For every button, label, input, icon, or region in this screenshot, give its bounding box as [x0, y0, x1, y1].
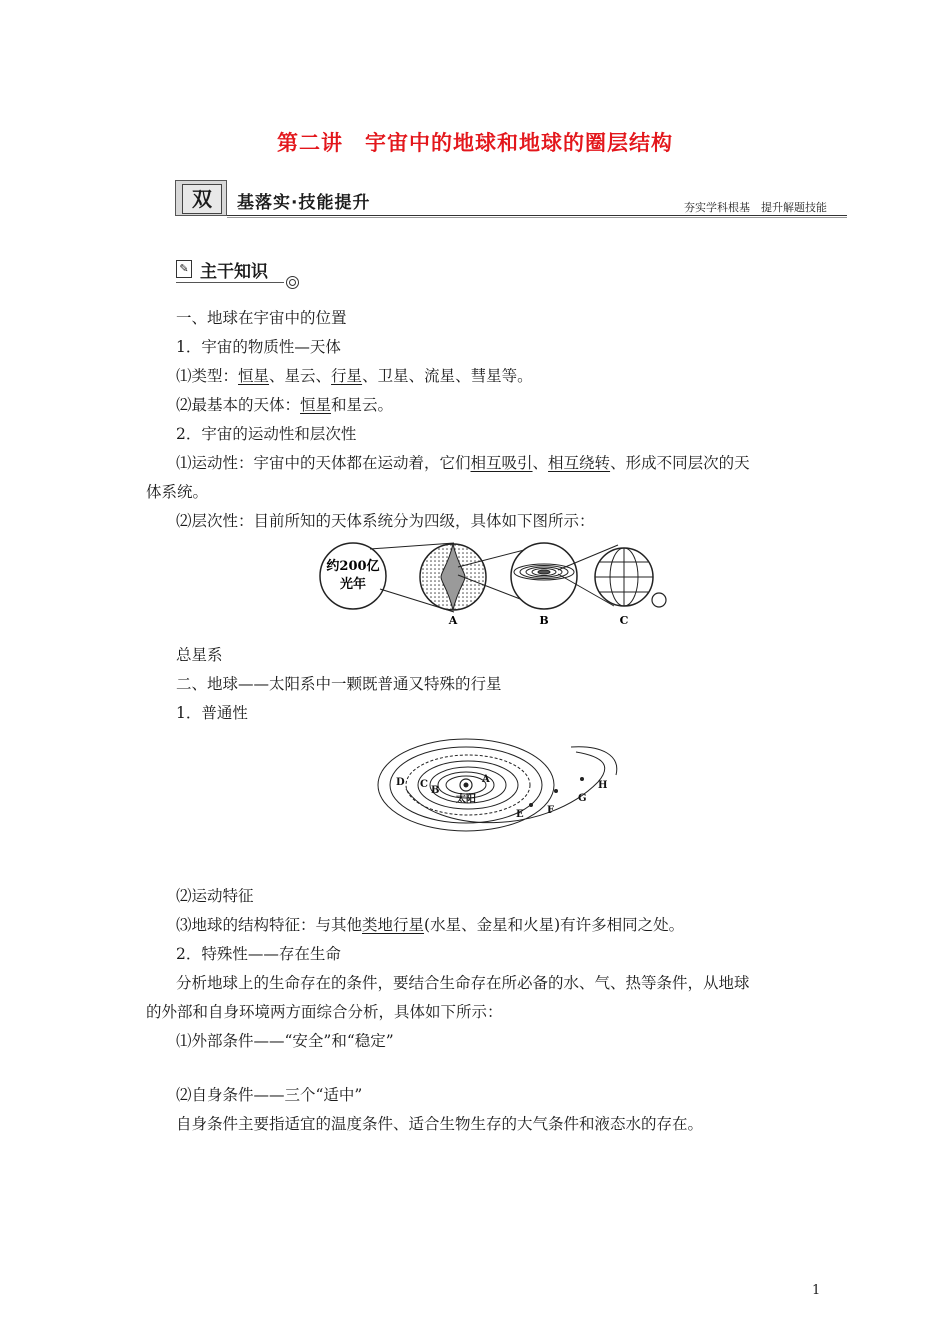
- text-line: ⑵层次性：目前所知的天体系统分为四级，具体如下图所示：: [176, 512, 595, 530]
- figure-label-a: A: [448, 614, 458, 627]
- text-span: ⑶地球的结构特征：与其他: [176, 916, 363, 934]
- sun-core: [464, 783, 469, 788]
- text-span: 、星云、: [269, 367, 332, 385]
- underlined-answer: 恒星: [300, 396, 332, 414]
- orbit-label: E: [516, 809, 524, 820]
- underlined-answer: 行星: [331, 367, 363, 385]
- text-span: ⑴运动性：宇宙中的天体都在运动着，它们: [176, 454, 471, 472]
- text-line: 1．普通性: [176, 704, 248, 722]
- text-line: 体系统。: [146, 483, 209, 501]
- underlined-answer: 相互吸引: [470, 454, 533, 472]
- text-line: [176, 393, 393, 415]
- text-span: 、卫星、流星、彗星等。: [362, 367, 533, 385]
- text-line: 总星系: [176, 646, 223, 664]
- figure-label-c: C: [619, 614, 629, 627]
- planet-dot: [580, 777, 584, 781]
- text-span: ⑵最基本的天体：: [176, 396, 301, 414]
- text-line: ⑵自身条件——三个“适中”: [176, 1086, 363, 1104]
- text-line: 自身条件主要指适宜的温度条件、适合生物生存的大气条件和液态水的存在。: [176, 1115, 704, 1133]
- text-span: ⑴类型：: [176, 367, 239, 385]
- comet-orbit: [571, 747, 617, 775]
- text-line: ⑵运动特征: [176, 887, 254, 905]
- text-line: [176, 913, 684, 935]
- page-title: 第二讲 宇宙中的地球和地球的圈层结构: [277, 131, 673, 155]
- planet-dot: [554, 789, 558, 793]
- text-line: 2．特殊性——存在生命: [176, 945, 341, 963]
- banner-badge: [175, 180, 227, 216]
- page-number: 1: [812, 1283, 821, 1298]
- circle-label-2: 光年: [339, 577, 367, 592]
- banner-title: 基落实·技能提升: [237, 193, 371, 213]
- universe-circle: [320, 543, 386, 609]
- text-line: 分析地球上的生命存在的条件，要结合生命存在所必备的水、气、热等条件，从地球: [176, 974, 750, 992]
- pen-icon: ✎: [176, 260, 192, 278]
- text-span: 、: [532, 454, 549, 472]
- text-span: 、形成不同层次的天: [610, 454, 750, 472]
- orbit-label: D: [396, 777, 405, 788]
- orbit-label: B: [431, 785, 440, 796]
- underlined-answer: 恒星: [238, 367, 270, 385]
- text-line: [176, 451, 750, 473]
- circle-label-1: 约200亿: [326, 559, 380, 574]
- celestial-systems-figure: [318, 540, 668, 628]
- section-heading-underline: [176, 282, 284, 283]
- orbit-label: 太阳: [456, 794, 476, 805]
- text-line: 2．宇宙的运动性和层次性: [176, 425, 357, 443]
- text-line: 一、地球在宇宙中的位置: [176, 309, 347, 327]
- banner-badge-text: 双: [182, 184, 222, 214]
- orbit-label: G: [578, 793, 587, 804]
- orbit-label: C: [420, 779, 428, 790]
- underlined-answer: 类地行星: [362, 916, 425, 934]
- orbit-label: F: [547, 805, 555, 816]
- text-line: 二、地球——太阳系中一颗既普通又特殊的行星: [176, 675, 502, 693]
- planet-dot: [529, 803, 533, 807]
- text-line: 的外部和自身环境两方面综合分析，具体如下所示：: [146, 1003, 503, 1021]
- text-line: 1．宇宙的物质性—天体: [176, 338, 341, 356]
- moon-circle: [652, 593, 666, 607]
- section-heading-label: 主干知识: [200, 262, 268, 282]
- banner-rule-secondary: [227, 217, 847, 218]
- text-span: 和星云。: [331, 396, 394, 414]
- orbit-label: A: [482, 774, 490, 785]
- orbit-label: H: [598, 780, 608, 791]
- text-span: (水星、金星和火星)有许多相同之处。: [424, 916, 685, 934]
- banner-slogan: 夯实学科根基 提升解题技能: [684, 201, 827, 214]
- section-banner: [175, 180, 847, 218]
- underlined-answer: 相互绕转: [548, 454, 611, 472]
- banner-rule: [227, 215, 847, 216]
- solar-system-figure: [376, 727, 636, 839]
- double-circle-icon: [286, 276, 299, 289]
- sun-core: [538, 570, 550, 574]
- text-line: [176, 364, 533, 386]
- text-line: ⑴外部条件——“安全”和“稳定”: [176, 1032, 394, 1050]
- figure-label-b: B: [539, 614, 549, 627]
